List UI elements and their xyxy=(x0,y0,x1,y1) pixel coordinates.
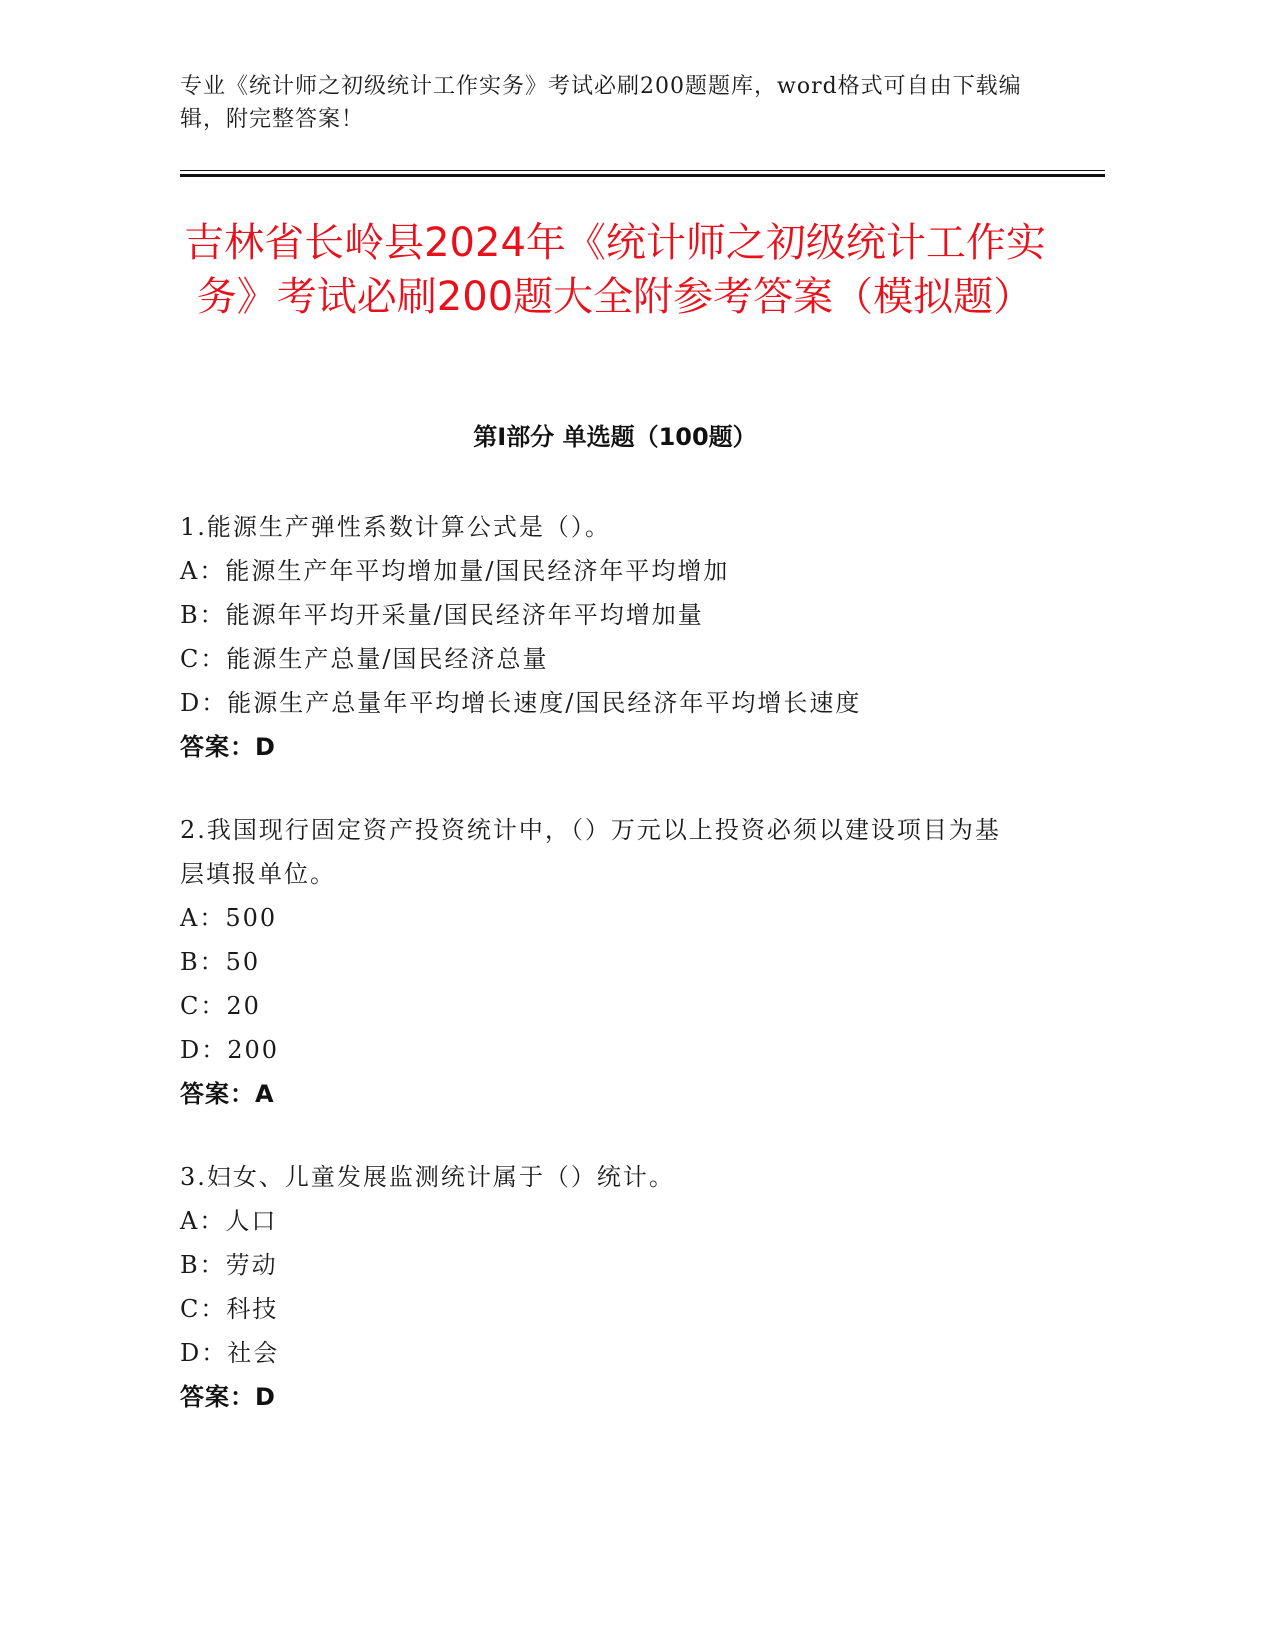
answer-line: 答案：A xyxy=(180,1080,275,1108)
option-c: C：20 xyxy=(180,992,261,1020)
section-heading: 第Ⅰ部分 单选题（100题） xyxy=(473,423,757,451)
header-divider-thick xyxy=(180,174,1105,177)
question-list xyxy=(180,505,1060,1458)
document-title: 吉林省长岭县2024年《统计师之初级统计工作实务》考试必刷200题大全附参考答案（模拟题） xyxy=(184,220,1046,320)
option-b: B：能源年平均开采量/国民经济年平均增加量 xyxy=(180,601,704,629)
option-a: A：人口 xyxy=(180,1207,278,1235)
answer-line: 答案：D xyxy=(180,1383,276,1411)
question-item xyxy=(180,505,1060,769)
header-divider-thin xyxy=(180,170,1105,171)
option-a: A：500 xyxy=(180,904,278,932)
option-b: B：50 xyxy=(180,948,261,976)
question-stem: 2.我国现行固定资产投资统计中，（）万元以上投资必须以建设项目为基层填报单位。 xyxy=(180,816,1001,888)
option-a: A：能源生产年平均增加量/国民经济年平均增加 xyxy=(180,557,730,585)
answer-line: 答案：D xyxy=(180,733,276,761)
option-c: C：科技 xyxy=(180,1295,279,1323)
header-note: 专业《统计师之初级统计工作实务》考试必刷200题题库，word格式可自由下载编辑，附完整答案！ xyxy=(180,74,1022,132)
option-b: B：劳动 xyxy=(180,1251,278,1279)
question-item xyxy=(180,808,1060,1116)
option-d: D：200 xyxy=(180,1036,280,1064)
option-d: D：能源生产总量年平均增长速度/国民经济年平均增长速度 xyxy=(180,689,862,717)
question-item xyxy=(180,1155,1060,1419)
question-stem: 1.能源生产弹性系数计算公式是（）。 xyxy=(180,513,611,541)
option-d: D：社会 xyxy=(180,1339,280,1367)
option-c: C：能源生产总量/国民经济总量 xyxy=(180,645,549,673)
question-stem: 3.妇女、儿童发展监测统计属于（）统计。 xyxy=(180,1163,675,1191)
